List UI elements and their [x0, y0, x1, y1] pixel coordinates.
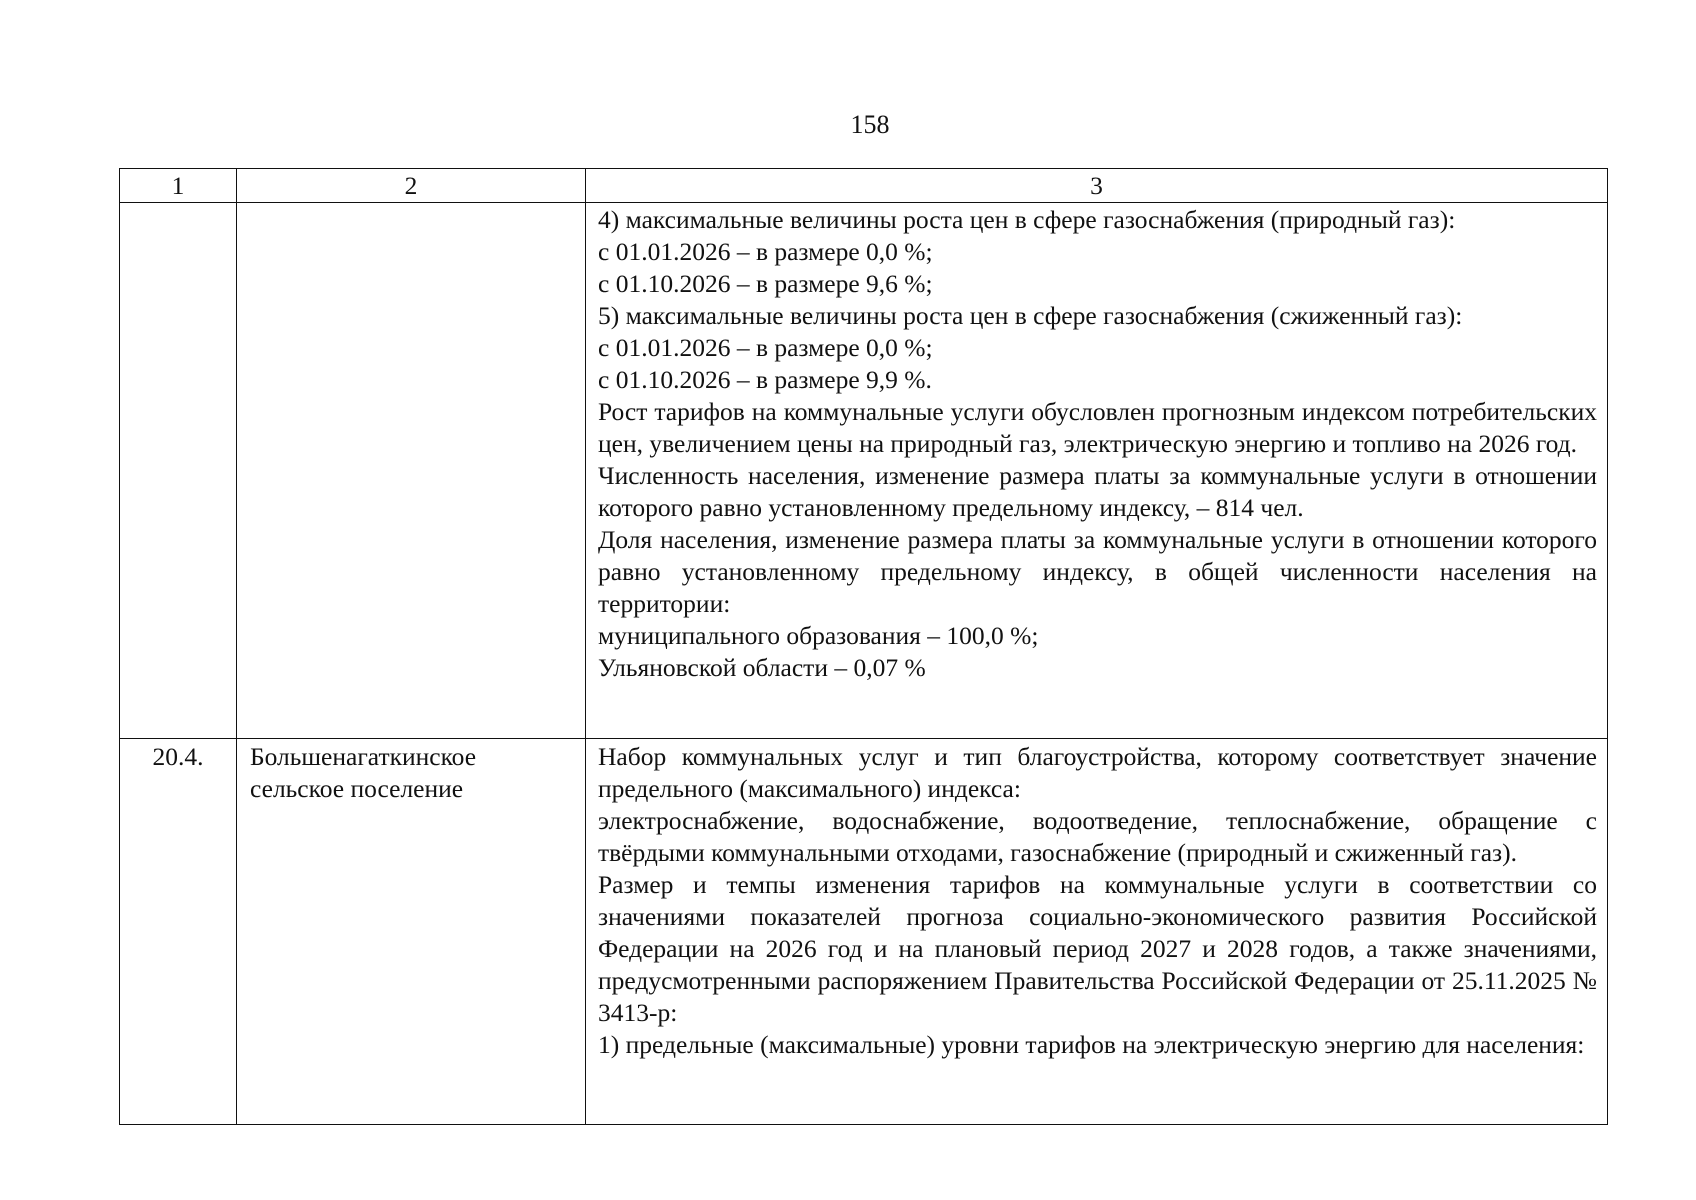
- table-header-row: [120, 169, 1608, 203]
- tariff-rates-paragraph: Размер и темпы изменения тарифов на коммунальные услуги в соответствии со значениями показателей прогноза социально-экономического развития Российской Федерации на 2026 год и на плановый период 2027 и 2028 годов, а также значениями, предусмотренными распоряжением Правительства Российской Федерации от 25.11.2025 № 3413-р:: [598, 870, 1597, 1027]
- population-share-paragraph: Доля населения, изменение размера платы за коммунальные услуги в отношении которого равно установленному предельному индексу, в общей численности населения на территории:: [598, 525, 1597, 618]
- electricity-item: 1) предельные (максимальные) уровни тарифов на электрическую энергию для населения:: [598, 1030, 1585, 1059]
- settlement-name-line1: Большенагаткинское: [250, 742, 477, 771]
- page-number: 158: [850, 110, 890, 139]
- share-municipal: муниципального образования – 100,0 %;: [598, 621, 1039, 650]
- gas-liquefied-oct: с 01.10.2026 – в размере 9,9 %.: [598, 365, 932, 394]
- table-row: [120, 203, 1608, 739]
- tariff-growth-paragraph: Рост тарифов на коммунальные услуги обусловлен прогнозным индексом потребительских цен, увеличением цены на природный газ, электрическую энергию и топливо на 2026 год.: [598, 397, 1597, 458]
- data-table: [119, 168, 1608, 1125]
- settlement-name-cell: [237, 739, 586, 1125]
- gas-natural-jan: с 01.01.2026 – в размере 0,0 %;: [598, 237, 933, 266]
- gas-liquefied-jan: с 01.01.2026 – в размере 0,0 %;: [598, 333, 933, 362]
- population-count-paragraph: Численность населения, изменение размера платы за коммунальные услуги в отношении которого равно установленному предельному индексу, – 814 чел.: [598, 461, 1597, 522]
- content-cell: [586, 203, 1608, 739]
- services-list-paragraph: электроснабжение, водоснабжение, водоотведение, теплоснабжение, обращение с твёрдыми коммунальными отходами, газоснабжение (природный и сжиженный газ).: [598, 806, 1597, 867]
- gas-liquefied-heading: 5) максимальные величины роста цен в сфере газоснабжения (сжиженный газ):: [598, 301, 1463, 330]
- share-region: Ульяновской области – 0,07 %: [598, 653, 926, 682]
- column-header-2: 2: [237, 169, 586, 203]
- gas-natural-heading: 4) максимальные величины роста цен в сфере газоснабжения (природный газ):: [598, 205, 1456, 234]
- column-header-3: 3: [586, 169, 1608, 203]
- settlement-name-line2: сельское поселение: [250, 774, 464, 803]
- content-cell: [586, 739, 1608, 1125]
- row-number-cell: 20.4.: [120, 739, 237, 1125]
- row-number-cell: [120, 203, 237, 739]
- table-row: [120, 739, 1608, 1125]
- services-set-paragraph: Набор коммунальных услуг и тип благоустройства, которому соответствует значение предельного (максимального) индекса:: [598, 742, 1597, 803]
- column-header-1: 1: [120, 169, 237, 203]
- settlement-name-cell: [237, 203, 586, 739]
- gas-natural-oct: с 01.10.2026 – в размере 9,6 %;: [598, 269, 933, 298]
